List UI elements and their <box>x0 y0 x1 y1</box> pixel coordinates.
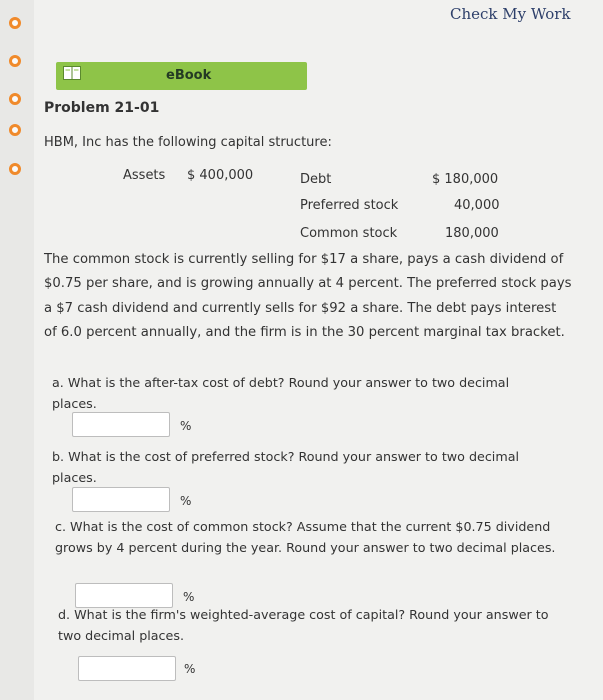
question-a-text: a. What is the after-tax cost of debt? Round your answer to two decimal places. <box>52 375 510 411</box>
question-b-unit: % <box>180 494 192 508</box>
preferred-stock-label: Preferred stock <box>300 198 399 213</box>
assets-value: $ 400,000 <box>187 168 254 183</box>
ebook-label: eBook <box>166 68 212 83</box>
question-5-circle-icon[interactable] <box>9 163 21 175</box>
question-nav-rail <box>0 0 34 700</box>
question-1-circle-icon[interactable] <box>9 17 21 29</box>
question-d-answer-input[interactable] <box>78 656 176 681</box>
debt-value: $ 180,000 <box>432 172 499 187</box>
question-4-circle-icon[interactable] <box>9 124 21 136</box>
book-icon <box>63 66 81 80</box>
question-2-circle-icon[interactable] <box>9 55 21 67</box>
problem-description: The common stock is currently selling for $17 a share, pays a cash dividend of $0.75 per share, and is growing annually at 4 percent. The preferred stock pays a $7 cash dividend and currently sells for $92 a share. The debt pays interest of 6.0 percent annually, and the firm is in the 30 percent marginal tax bracket. <box>44 252 572 341</box>
question-b-text: b. What is the cost of preferred stock? Round your answer to two decimal places. <box>52 449 519 485</box>
debt-label: Debt <box>300 172 332 187</box>
preferred-stock-value: 40,000 <box>454 198 500 213</box>
common-stock-label: Common stock <box>300 226 398 241</box>
assets-label: Assets <box>123 168 166 183</box>
check-my-work-link[interactable]: Check My Work <box>450 5 571 23</box>
question-b-answer-input[interactable] <box>72 487 170 512</box>
problem-title: Problem 21-01 <box>44 100 160 116</box>
question-a-unit: % <box>180 419 192 433</box>
question-3-circle-icon[interactable] <box>9 93 21 105</box>
common-stock-value: 180,000 <box>445 226 499 241</box>
question-d-text: d. What is the firm's weighted-average cost of capital? Round your answer to two decimal places. <box>58 607 549 643</box>
question-a-answer-input[interactable] <box>72 412 170 437</box>
problem-intro: HBM, Inc has the following capital structure: <box>44 135 332 150</box>
question-c-unit: % <box>183 590 195 604</box>
question-d-unit: % <box>184 662 196 676</box>
question-c-text: c. What is the cost of common stock? Assume that the current $0.75 dividend grows by 4 percent during the year. Round your answer to two decimal places. <box>55 519 556 555</box>
